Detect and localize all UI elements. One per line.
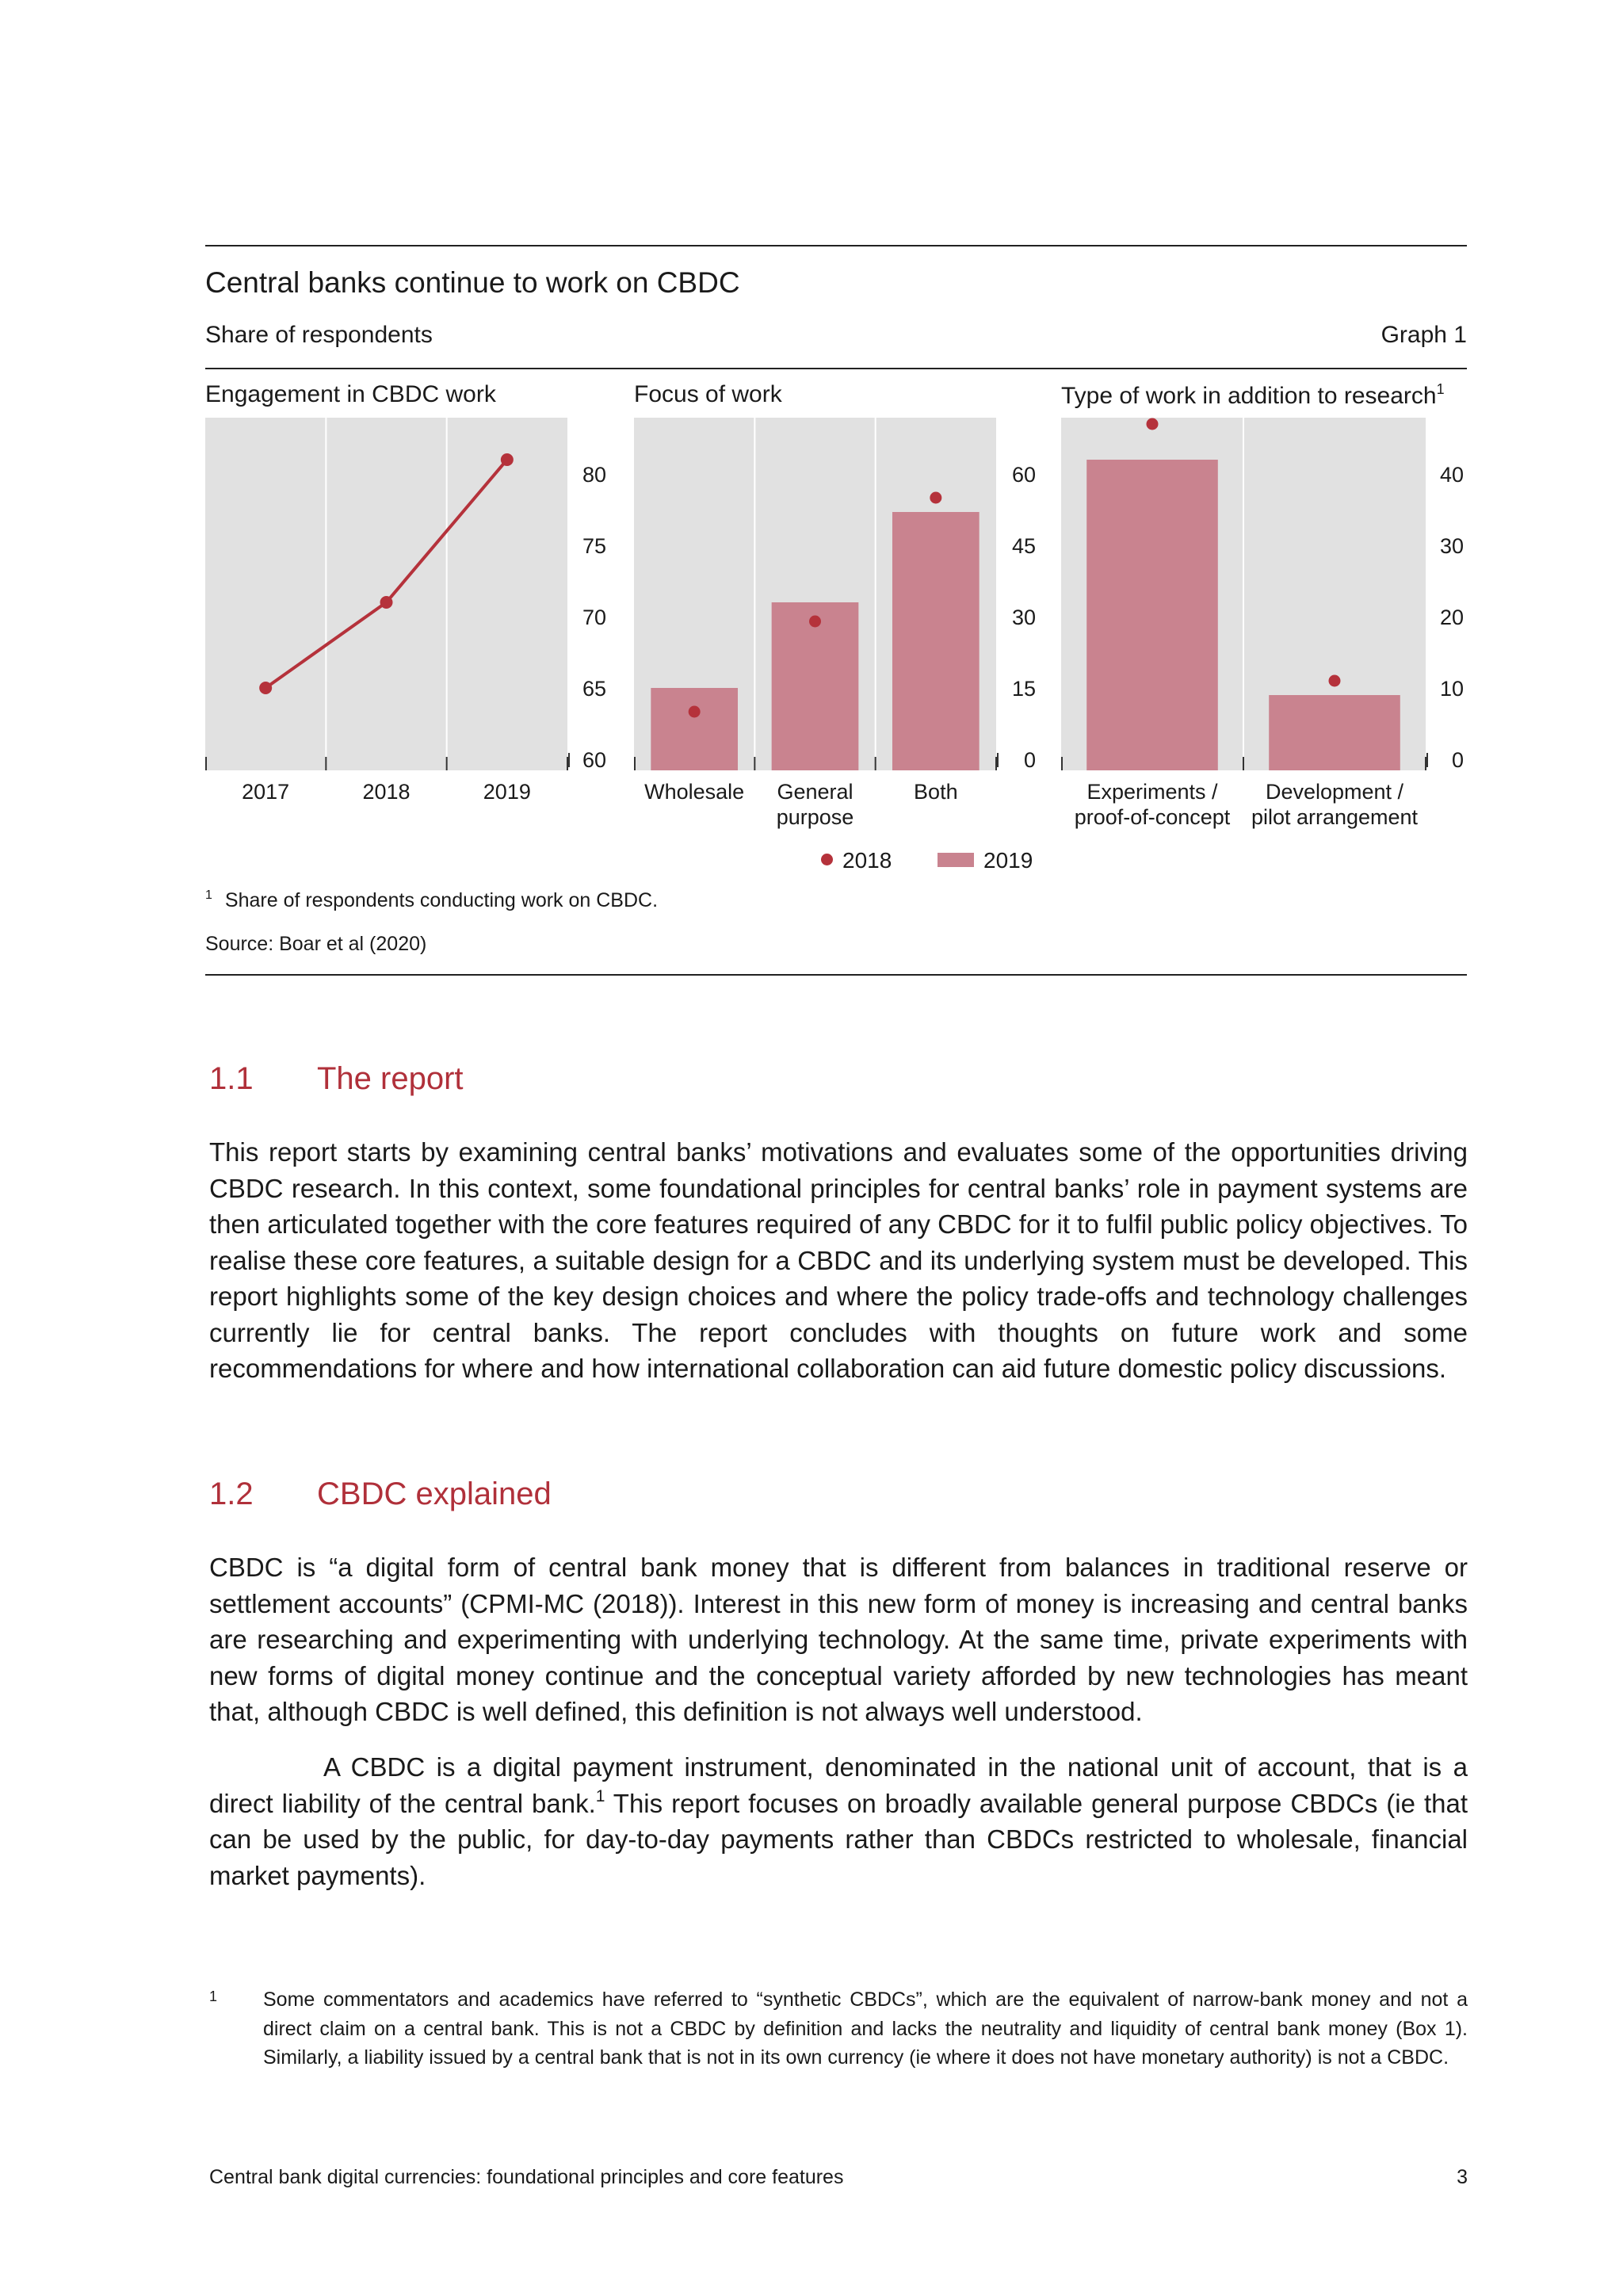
dot-2018	[930, 492, 941, 504]
bar-2019	[1086, 460, 1218, 770]
y-tick-label: 40	[1439, 463, 1464, 487]
figure-footnote	[205, 888, 658, 912]
x-tick-label: General	[777, 780, 854, 804]
y-tick-label: 20	[1439, 606, 1464, 629]
section-heading-1-2	[209, 1477, 552, 1512]
figure-footnote-text: Share of respondents conducting work on CBDC.	[224, 889, 659, 911]
y-tick-label: 75	[582, 534, 606, 558]
panel-title-focus: Focus of work	[634, 381, 782, 407]
y-tick-label: 45	[1011, 534, 1036, 558]
data-point	[380, 596, 393, 609]
x-tick-label: Development /	[1265, 780, 1404, 804]
x-tick-label: Wholesale	[644, 780, 745, 804]
y-tick-label: 80	[582, 463, 606, 487]
plot-background	[205, 418, 567, 770]
paragraph-cbdc-definition	[209, 1749, 1468, 1893]
x-tick-label: pilot arrangement	[1251, 805, 1419, 829]
data-point	[501, 453, 514, 466]
panel-title-type-text: Type of work in addition to research	[1061, 383, 1437, 409]
bar-2019	[892, 512, 980, 770]
figure-bottom-rule	[205, 974, 1467, 976]
x-tick-label: Both	[914, 780, 958, 804]
y-tick-label: 15	[1011, 677, 1036, 701]
figure-title: Central banks continue to work on CBDC	[205, 266, 740, 299]
x-tick-label: proof-of-concept	[1074, 805, 1231, 829]
legend-2019	[938, 848, 1033, 873]
dot-2018	[809, 616, 821, 628]
bar-2019	[772, 602, 859, 770]
legend-2018	[821, 848, 892, 873]
y-tick-label: 10	[1439, 677, 1464, 701]
y-tick-label: 65	[582, 677, 606, 701]
graph-label: Graph 1	[1381, 322, 1467, 348]
y-tick-label: 60	[582, 748, 606, 772]
dot-2018	[1147, 418, 1159, 430]
x-tick-label: purpose	[776, 805, 854, 829]
figure-footnote-mark: 1	[205, 888, 212, 902]
legend-label-2018: 2018	[842, 848, 892, 873]
section-title: CBDC explained	[317, 1477, 552, 1511]
y-tick-label: 30	[1011, 606, 1036, 629]
x-tick-label: Experiments /	[1086, 780, 1218, 804]
y-tick-label: 0	[1451, 748, 1464, 772]
dot-2018	[689, 706, 701, 718]
y-tick-label: 30	[1439, 534, 1464, 558]
page-number: 3	[1457, 2166, 1468, 2188]
section-heading-1-1	[209, 1061, 464, 1097]
page-footnote-text: Some commentators and academics have referred to “synthetic CBDCs”, which are the equivalent of narrow-bank money and not a direct claim on a central bank. This is not a CBDC by definition and lacks the neutrality and liquidity of central bank money (Box 1). Similarly, a liability issued by a central bank that is not in its own currency (ie where it does not have monetary authority) is not a CBDC.	[263, 1988, 1468, 2069]
legend-dot-icon	[821, 854, 833, 865]
paragraph-text: This report focuses on broadly available general purpose CBDCs (ie that can be used by the public, for day-to-day payments rather than CBDCs restricted to wholesale, financial market payments).	[209, 1788, 1468, 1890]
x-tick-label: 2017	[242, 780, 290, 804]
dot-2018	[1329, 675, 1341, 687]
legend-bar-icon	[938, 853, 974, 867]
section-number: 1.2	[209, 1477, 254, 1511]
footnote-reference: 1	[595, 1786, 605, 1805]
x-tick-label: 2019	[483, 780, 531, 804]
paragraph-cbdc-explained: CBDC is “a digital form of central bank money that is different from balances in traditional reserve or settlement accounts” (CPMI-MC (2018)). Interest in this new form of money is increasing and central banks are researching and experimenting with underlying technology. At the same time, private experiments with new forms of digital money continue and the conceptual variety afforded by new technologies has meant that, although CBDC is well defined, this definition is not always well understood.	[209, 1553, 1468, 1726]
section-title: The report	[317, 1061, 464, 1096]
bar-2019	[1269, 695, 1400, 770]
legend-label-2019: 2019	[983, 848, 1033, 873]
page-footnote-mark: 1	[209, 1988, 218, 2004]
panel-title-engagement: Engagement in CBDC work	[205, 381, 496, 407]
y-tick-label: 70	[582, 606, 606, 629]
panel-title-footnote-mark: 1	[1436, 381, 1445, 397]
x-tick-label: 2018	[362, 780, 411, 804]
bar-2019	[651, 688, 738, 770]
paragraph-report: This report starts by examining central banks’ motivations and evaluates some of the opportunities driving CBDC research. In this context, some foundational principles for central banks’ role in payment systems are then articulated together with the core features required of any CBDC for it to fulfil public policy objectives. To realise these core features, a suitable design for a CBDC and its underlying system must be developed. This report highlights some of the key design choices and where the policy trade-offs and technology challenges currently lie for central banks. The report concludes with thoughts on future work and some recommendations for where and how international collaboration can aid future domestic policy discussions.	[209, 1137, 1468, 1383]
section-number: 1.1	[209, 1061, 254, 1096]
data-point	[259, 682, 272, 694]
y-tick-label: 60	[1011, 463, 1036, 487]
y-tick-label: 0	[1023, 748, 1036, 772]
figure-source: Source: Boar et al (2020)	[205, 933, 427, 955]
figure-subtitle: Share of respondents	[205, 322, 433, 348]
charts-svg	[0, 0, 1623, 872]
page-footer-title: Central bank digital currencies: foundational principles and core features	[209, 2166, 844, 2188]
paragraph-text: A CBDC is a digital payment instrument, denominated in the national unit of account, that is a direct liability of the central bank.	[209, 1752, 1468, 1818]
